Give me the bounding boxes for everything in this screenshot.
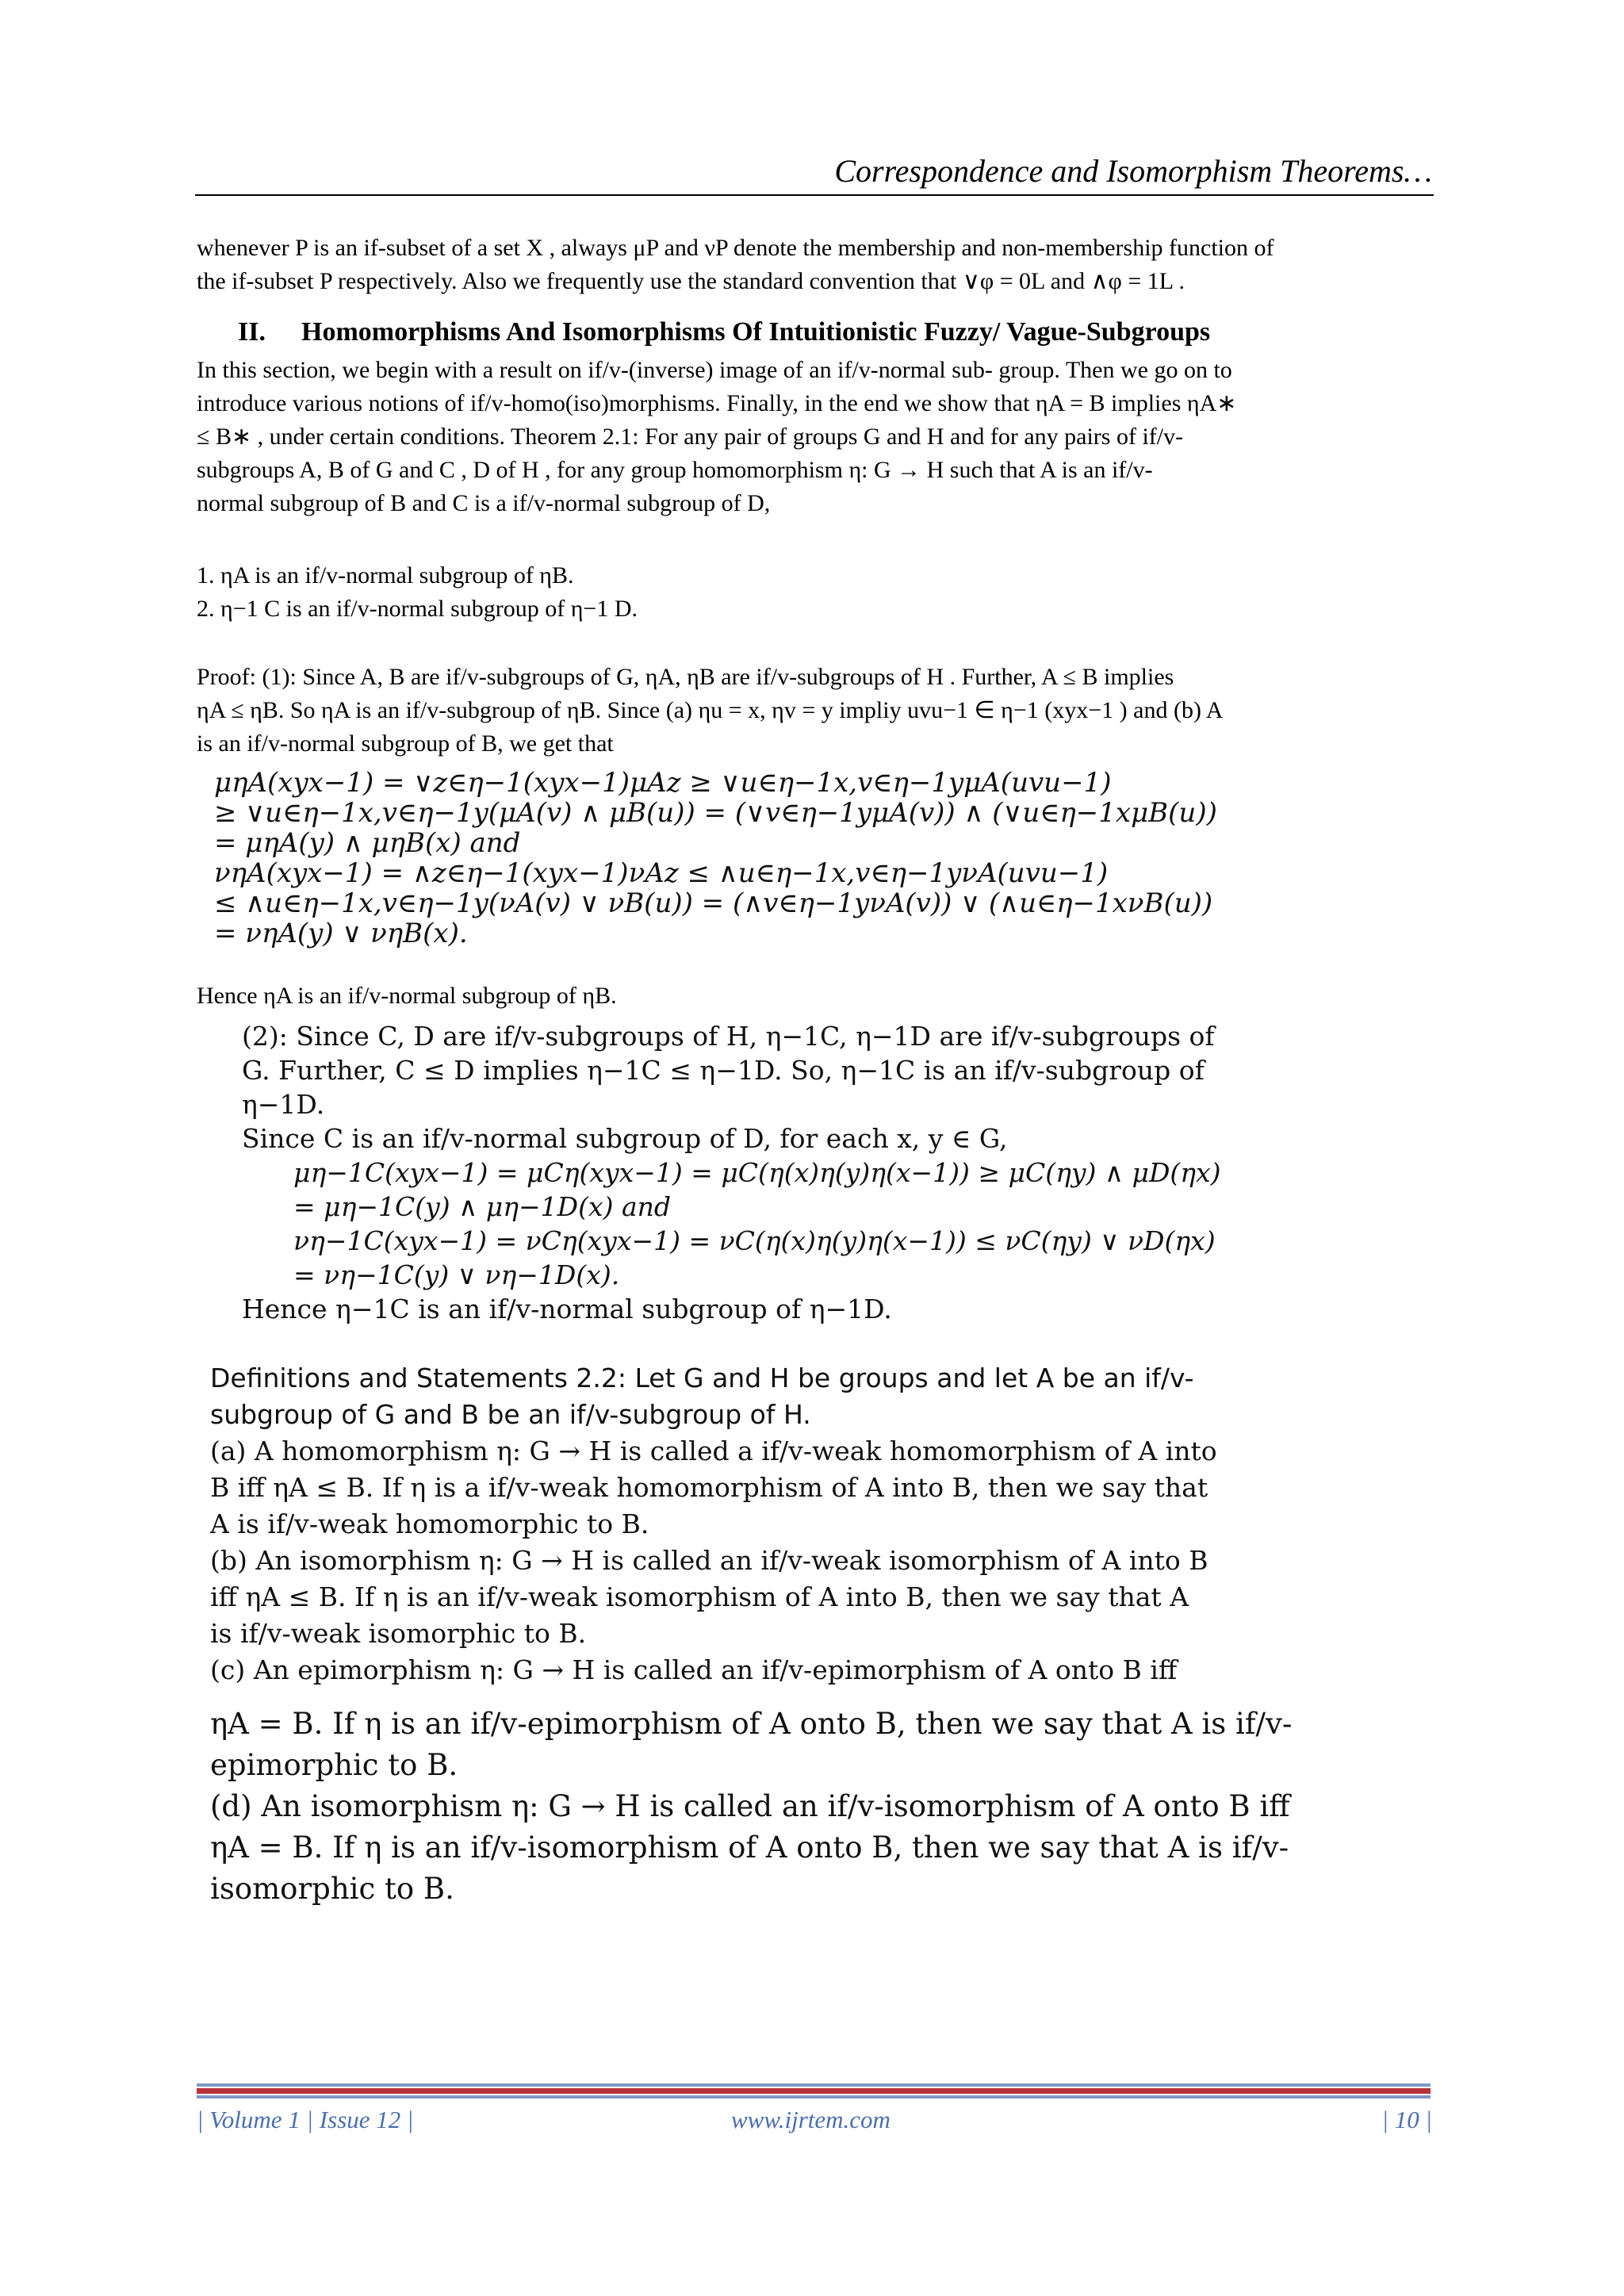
part2-equation: μη−1C(xyx−1) = μCη(xyx−1) = μC(η(x)η(y)η(x−1)) ≥ μC(ηy) ∧ μD(ηx) [293, 1157, 1221, 1188]
definition-line: (b) An isomorphism η: G → H is called an if/v-weak isomorphism of A into B [210, 1545, 1208, 1576]
footer-website-link[interactable]: www.ijrtem.com [731, 2106, 891, 2133]
equation-line: ≤ ∧u∈η−1x,v∈η−1y(νA(v) ∨ νB(u)) = (∧v∈η−1yνA(v)) ∨ (∧u∈η−1xνB(u)) [214, 887, 1213, 919]
equation-line: ≥ ∨u∈η−1x,v∈η−1y(μA(v) ∧ μB(u)) = (∨v∈η−1yμA(v)) ∧ (∨u∈η−1xμB(u)) [214, 797, 1217, 829]
para1-line-1: In this section, we begin with a result on if/v-(inverse) image of an if/v-normal sub- group. Then we go on to [197, 357, 1232, 383]
hence-line [197, 979, 1431, 1013]
intro-paragraph [197, 232, 1431, 298]
para1-line-4: subgroups A, B of G and C , D of H , for any group homomorphism η: G → H such that A is an if/v- [197, 457, 1153, 483]
equation-line: νηA(xyx−1) = ∧z∈η−1(xyx−1)νAz ≤ ∧u∈η−1x,v∈η−1yνA(uvu−1) [214, 857, 1109, 889]
section-title: Homomorphisms And Isomorphisms Of Intuitionistic Fuzzy/ Vague-Subgroups [301, 317, 1211, 347]
para1-line-2: introduce various notions of if/v-homo(iso)morphisms. Finally, in the end we show that ηA = B implies ηA∗ [197, 390, 1237, 416]
definition-line: ηA = B. If η is an if/v-isomorphism of A onto B, then we say that A is if/v- [210, 1830, 1289, 1865]
header-rule [195, 194, 1434, 196]
equation-line: = νηA(y) ∨ νηB(x). [214, 918, 468, 949]
para1-line-3: ≤ B∗ , under certain conditions. Theorem 2.1: For any pair of groups G and H and for any pairs of if/v- [197, 424, 1184, 450]
footer-page-number: | 10 | [1381, 2106, 1432, 2133]
section-heading [238, 317, 1210, 347]
intro-line-1: whenever P is an if-subset of a set X , always μP and νP denote the membership and non-membership function of [197, 235, 1274, 261]
part2-equation: νη−1C(xyx−1) = νCη(xyx−1) = νC(η(x)η(y)η(x−1)) ≤ νC(ηy) ∨ νD(ηx) [293, 1225, 1216, 1256]
proof-part-2 [242, 1019, 1221, 1326]
part2-equation: = μη−1C(y) ∧ μη−1D(x) and [293, 1191, 672, 1222]
part2-line: η−1D. [242, 1089, 325, 1120]
definition-line: A is if/v-weak homomorphic to B. [210, 1508, 649, 1539]
part2-line: Hence η−1C is an if/v-normal subgroup of η−1D. [242, 1294, 892, 1324]
part2-line: Since C is an if/v-normal subgroup of D, for each x, y ∈ G, [242, 1123, 1008, 1154]
theorem-items [197, 559, 1431, 626]
equation-line: = μηA(y) ∧ μηB(x) and [214, 827, 521, 859]
definition-line: (a) A homomorphism η: G → H is called a if/v-weak homomorphism of A into [210, 1435, 1217, 1466]
definition-line: subgroup of G and B be an if/v-subgroup of H. [210, 1399, 811, 1430]
proof-line-1: Proof: (1): Since A, B are if/v-subgroups of G, ηA, ηB are if/v-subgroups of H . Further, A ≤ B implies [197, 664, 1174, 690]
definition-line: isomorphic to B. [210, 1872, 454, 1906]
definition-line: iff ηA ≤ B. If η is an if/v-weak isomorphism of A into B, then we say that A [210, 1581, 1189, 1612]
theorem-item-2: 2. η−1 C is an if/v-normal subgroup of η−1 D. [197, 596, 638, 622]
definitions-block-2 [210, 1704, 1447, 1910]
definition-line: ηA = B. If η is an if/v-epimorphism of A onto B, then we say that A is if/v- [210, 1707, 1293, 1741]
definition-line: (c) An epimorphism η: G → H is called an if/v-epimorphism of A onto B iff [210, 1654, 1178, 1685]
definition-line: (d) An isomorphism η: G → H is called an if/v-isomorphism of A onto B iff [210, 1789, 1290, 1823]
definition-line: B iff ηA ≤ B. If η is a if/v-weak homomorphism of A into B, then we say that [210, 1472, 1208, 1503]
definitions-block [210, 1360, 1431, 1688]
definition-line: Definitions and Statements 2.2: Let G and H be groups and let A be an if/v- [210, 1363, 1194, 1393]
footer-rule-top [197, 2083, 1431, 2087]
theorem-item-1: 1. ηA is an if/v-normal subgroup of ηB. [197, 562, 574, 588]
definition-line: is if/v-weak isomorphic to B. [210, 1618, 587, 1649]
part2-line: G. Further, C ≤ D implies η−1C ≤ η−1D. So, η−1C is an if/v-subgroup of [242, 1055, 1205, 1086]
hence-text: Hence ηA is an if/v-normal subgroup of ηB. [197, 983, 617, 1009]
proof-line-3: is an if/v-normal subgroup of B, we get that [197, 730, 614, 757]
section-intro-paragraph [197, 354, 1431, 520]
footer-rule-bottom [197, 2095, 1431, 2099]
running-title: Correspondence and Isomorphism Theorems… [834, 153, 1432, 189]
footer-volume-issue: | Volume 1 | Issue 12 | [197, 2106, 414, 2133]
equation-line: μηA(xyx−1) = ∨z∈η−1(xyx−1)μAz ≥ ∨u∈η−1x,v∈η−1yμA(uvu−1) [214, 767, 1112, 799]
section-number: II. [238, 317, 266, 347]
definition-line: epimorphic to B. [210, 1748, 458, 1782]
para1-line-5: normal subgroup of B and C is a if/v-normal subgroup of D, [197, 490, 771, 516]
intro-line-2: the if-subset P respectively. Also we frequently use the standard convention that ∨φ = 0L and ∧φ = 1L . [197, 268, 1185, 294]
part2-equation: = νη−1C(y) ∨ νη−1D(x). [293, 1259, 620, 1290]
part2-line: (2): Since C, D are if/v-subgroups of H, η−1C, η−1D are if/v-subgroups of [242, 1021, 1215, 1052]
footer-rule-red [197, 2088, 1431, 2094]
proof-paragraph [197, 661, 1431, 761]
proof-line-2: ηA ≤ ηB. So ηA is an if/v-subgroup of ηB. Since (a) ηu = x, ηv = y impliy uvu−1 ∈ η−1 (xyx−1 ) and (b) A [197, 697, 1224, 723]
proof-equations-1 [214, 768, 1217, 949]
